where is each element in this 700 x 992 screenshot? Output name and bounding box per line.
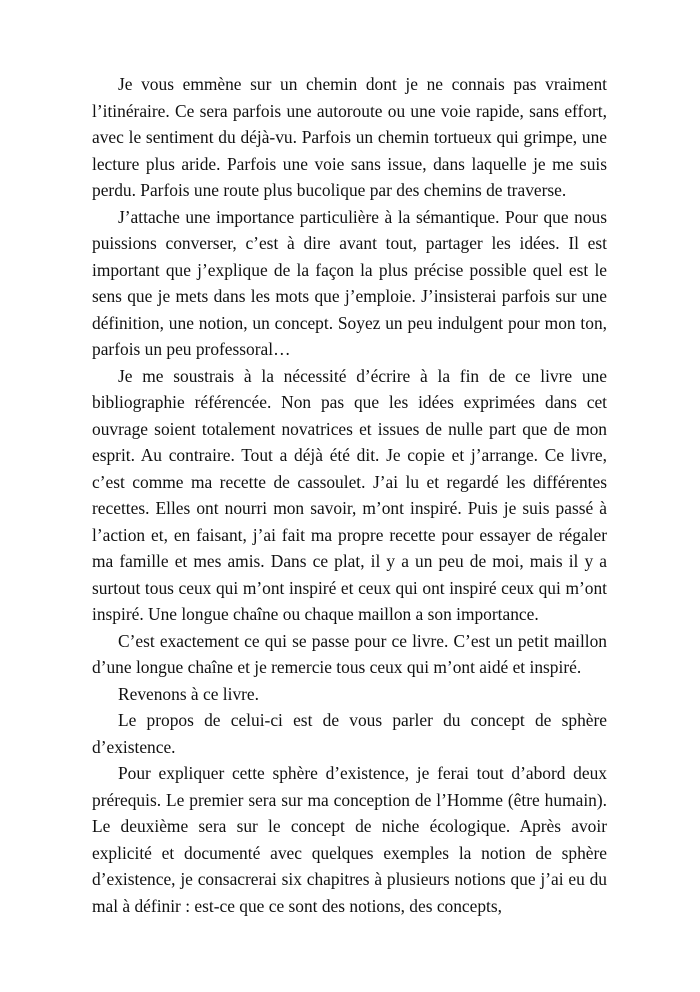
paragraph-4: C’est exactement ce qui se passe pour ce livre. C’est un petit maillon d’une longue chaîne et je remercie tous ceux qui m’ont aidé et inspiré.: [92, 630, 607, 677]
paragraph-5: Revenons à ce livre.: [118, 683, 260, 704]
paragraph-3: Je me soustrais à la nécessité d’écrire à la fin de ce livre une bibliographie référencée. Non pas que les idées exprimées dans cet ouvrage soient totalement novatrices et issues de nulle part que de mon esprit. Au contraire. Tout a déjà été dit. Je copie et j’arrange. Ce livre, c’est comme ma recette de cassoulet. J’ai lu et regardé les différentes recettes. Elles ont nourri mon savoir, m’ont inspiré. Puis je suis passé à l’action et, en faisant, j’ai fait ma propre recette pour essayer de régaler ma famille et mes amis. Dans ce plat, il y a un peu de moi, mais il y a surtout tous ceux qui m’ont inspiré et ceux qui ont inspiré ceux qui m’ont inspiré. Une longue chaîne ou chaque maillon a son importance.: [92, 365, 607, 624]
paragraph-1: Je vous emmène sur un chemin dont je ne connais pas vraiment l’itinéraire. Ce sera parfois une autoroute ou une voie rapide, sans effort, avec le sentiment du déjà-vu. Parfois un chemin tortueux qui grimpe, une lecture plus aride. Parfois une voie sans issue, dans laquelle je me suis perdu. Parfois une route plus bucolique par des chemins de traverse.: [92, 74, 607, 200]
paragraph-2: J’attache une importance particulière à la sémantique. Pour que nous puissions converser, c’est à dire avant tout, partager les idées. Il est important que j’explique de la façon la plus précise possible quel est le sens que je mets dans les mots que j’emploie. J’insisterai parfois sur une définition, une notion, un concept. Soyez un peu indulgent pour mon ton, parfois un peu professoral…: [92, 206, 607, 359]
paragraph-6: Le propos de celui-ci est de vous parler du concept de sphère d’existence.: [92, 710, 607, 757]
paragraph-7: Pour expliquer cette sphère d’existence, je ferai tout d’abord deux prérequis. Le premier sera sur ma conception de l’Homme (être humain). Le deuxième sera sur le concept de niche écologique. Après avoir explicité et documenté avec quelques exemples la notion de sphère d’existence, je consacrerai six chapitres à plusieurs notions que j’ai eu du mal à définir : est-ce que ce sont des notions, des concepts,: [92, 763, 607, 916]
body-text: [92, 71, 607, 919]
